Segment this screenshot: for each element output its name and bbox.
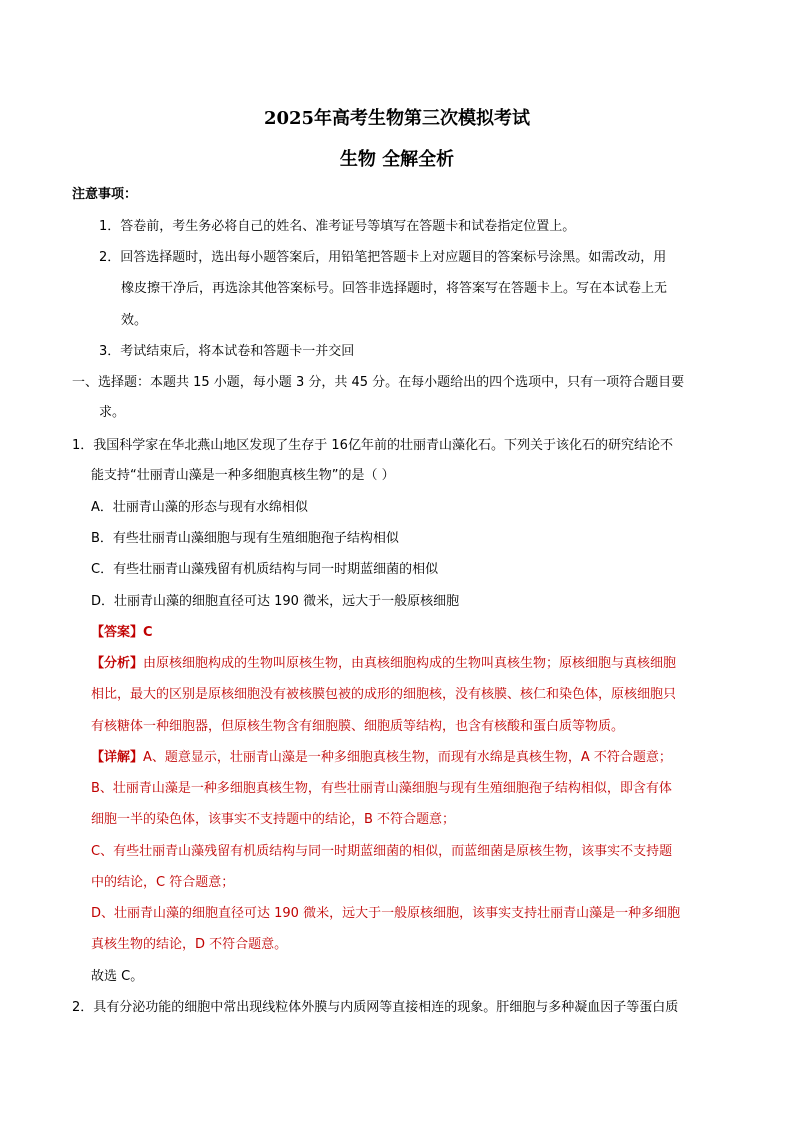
analysis-text-1: 由原核细胞构成的生物叫原核生物，由真核细胞构成的生物叫真核生物；原核细胞与真核细胞 <box>143 656 677 671</box>
detail-line-a <box>91 750 672 766</box>
answer-line <box>91 625 153 641</box>
page-title: 2025年高考生物第三次模拟考试 <box>263 108 531 129</box>
detail-tag: 【详解】 <box>91 750 144 765</box>
answer-tag: 【答案】 <box>91 625 144 640</box>
analysis-line-1 <box>91 656 676 672</box>
notice-item-2-line-1: 2．回答选择题时，选出每小题答案后，用铅笔把答题卡上对应题目的答案标号涂黑。如需改动，用 <box>99 250 667 265</box>
analysis-line-2: 相比，最大的区别是原核细胞没有被核膜包被的成形的细胞核，没有核膜、核仁和染色体，原核细胞只 <box>91 687 677 702</box>
detail-d-line-1: D、壮丽青山藻的细胞直径可达 190 微米，远大于一般原核细胞，该事实支持壮丽青山藻是一种多细胞 <box>91 906 681 921</box>
section-heading-line-1: 一、选择题：本题共 15 小题，每小题 3 分，共 45 分。在每小题给出的四个选项中，只有一项符合题目要 <box>72 375 685 390</box>
question-2-stem-line-1: 2．具有分泌功能的细胞中常出现线粒体外膜与内质网等直接相连的现象。肝细胞与多种凝血因子等蛋白质 <box>72 1000 679 1015</box>
detail-b-line-1: B、壮丽青山藻是一种多细胞真核生物，有些壮丽青山藻细胞与现有生殖细胞孢子结构相似，即含有体 <box>91 781 672 796</box>
analysis-line-3: 有核糖体一种细胞器，但原核生物含有细胞膜、细胞质等结构，也含有核酸和蛋白质等物质。 <box>91 719 625 734</box>
notice-item-2-line-2: 橡皮擦干净后，再选涂其他答案标号。回答非选择题时，将答案写在答题卡上。写在本试卷上无 <box>121 281 668 296</box>
conclusion-line: 故选 C。 <box>91 969 144 984</box>
detail-b-line-2: 细胞一半的染色体，该事实不支持题中的结论，B 不符合题意； <box>91 812 456 827</box>
analysis-tag: 【分析】 <box>91 656 144 671</box>
question-1-option-b: B．有些壮丽青山藻细胞与现有生殖细胞孢子结构相似 <box>91 531 399 546</box>
page-subtitle: 生物 全解全析 <box>339 149 455 170</box>
question-1-option-c: C．有些壮丽青山藻残留有机质结构与同一时期蓝细菌的相似 <box>91 562 439 577</box>
detail-c-line-1: C、有些壮丽青山藻残留有机质结构与同一时期蓝细菌的相似，而蓝细菌是原核生物，该事实不支持题 <box>91 844 673 859</box>
notice-heading: 注意事项： <box>72 187 138 202</box>
detail-text-a: A、题意显示，壮丽青山藻是一种多细胞真核生物，而现有水绵是真核生物，A 不符合题意； <box>143 750 672 765</box>
notice-item-3: 3．考试结束后，将本试卷和答题卡一并交回 <box>99 344 355 359</box>
notice-item-1: 1．答卷前，考生务必将自己的姓名、准考证号等填写在答题卡和试卷指定位置上。 <box>99 219 576 234</box>
question-1-option-d: D．壮丽青山藻的细胞直径可达 190 微米，远大于一般原核细胞 <box>91 594 460 609</box>
question-1-stem-line-2: 能支持“壮丽青山藻是一种多细胞真核生物”的是（ ） <box>91 468 395 483</box>
answer-value: C <box>143 625 153 640</box>
question-1-option-a: A．壮丽青山藻的形态与现有水绵相似 <box>91 500 308 515</box>
detail-d-line-2: 真核生物的结论，D 不符合题意。 <box>91 937 288 952</box>
detail-c-line-2: 中的结论，C 符合题意； <box>91 875 235 890</box>
section-heading-line-2: 求。 <box>99 405 126 420</box>
question-1-stem-line-1: 1．我国科学家在华北燕山地区发现了生存于 16亿年前的壮丽青山藻化石。下列关于该化石的研究结论不 <box>72 438 673 453</box>
notice-item-2-line-3: 效。 <box>121 313 148 328</box>
